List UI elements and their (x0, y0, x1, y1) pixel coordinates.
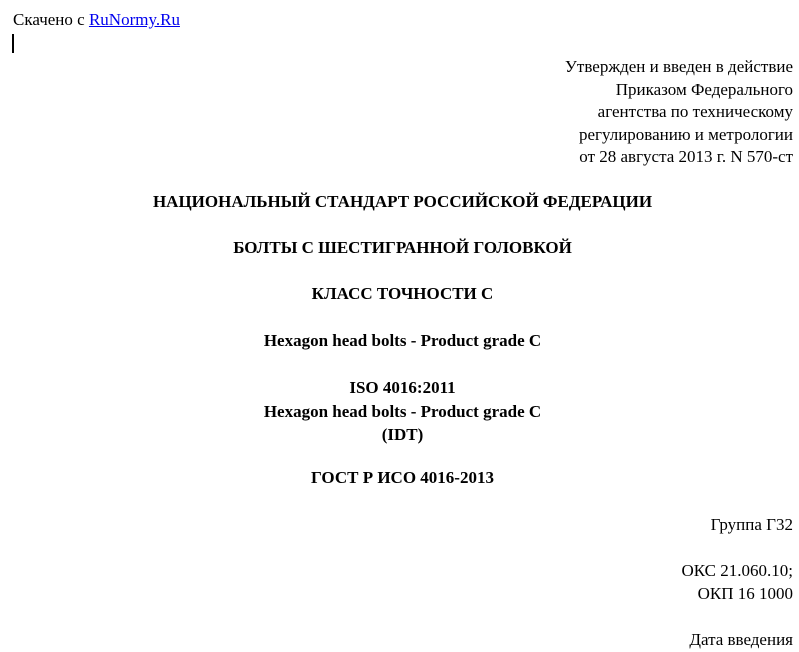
approval-block (565, 56, 793, 169)
bolts-title: БОЛТЫ С ШЕСТИГРАННОЙ ГОЛОВКОЙ (233, 238, 572, 257)
approval-line-3: агентства по техническому (597, 102, 793, 121)
iso-block (0, 376, 799, 447)
date-intro-label: Дата введения (689, 630, 793, 649)
approval-line-4: регулированию и метрологии (578, 124, 793, 144)
iso-title: Hexagon head bolts - Product grade C (263, 401, 542, 421)
idt-label: (IDT) (381, 425, 424, 444)
approval-line-2: Приказом Федерального (615, 79, 793, 99)
source-prefix: Скачено с (13, 10, 85, 29)
approval-line-1: Утвержден и введен в действие (564, 57, 793, 76)
classification-codes (681, 560, 793, 605)
text-cursor (12, 34, 14, 53)
oks-code: ОКС 21.060.10; (681, 561, 793, 580)
source-link[interactable]: RuNormy.Ru (88, 10, 180, 29)
gost-number: ГОСТ Р ИСО 4016-2013 (311, 468, 494, 487)
approval-line-5: от 28 августа 2013 г. N 570-ст (579, 147, 793, 166)
okp-code: ОКП 16 1000 (697, 583, 793, 603)
national-standard-title: НАЦИОНАЛЬНЫЙ СТАНДАРТ РОССИЙСКОЙ ФЕДЕРАЦИИ (152, 192, 653, 211)
english-title: Hexagon head bolts - Product grade C (263, 331, 542, 350)
group-label: Группа Г32 (710, 515, 793, 534)
accuracy-class-title: КЛАСС ТОЧНОСТИ С (311, 284, 494, 303)
source-line (13, 9, 180, 31)
iso-number: ISO 4016:2011 (349, 378, 456, 397)
